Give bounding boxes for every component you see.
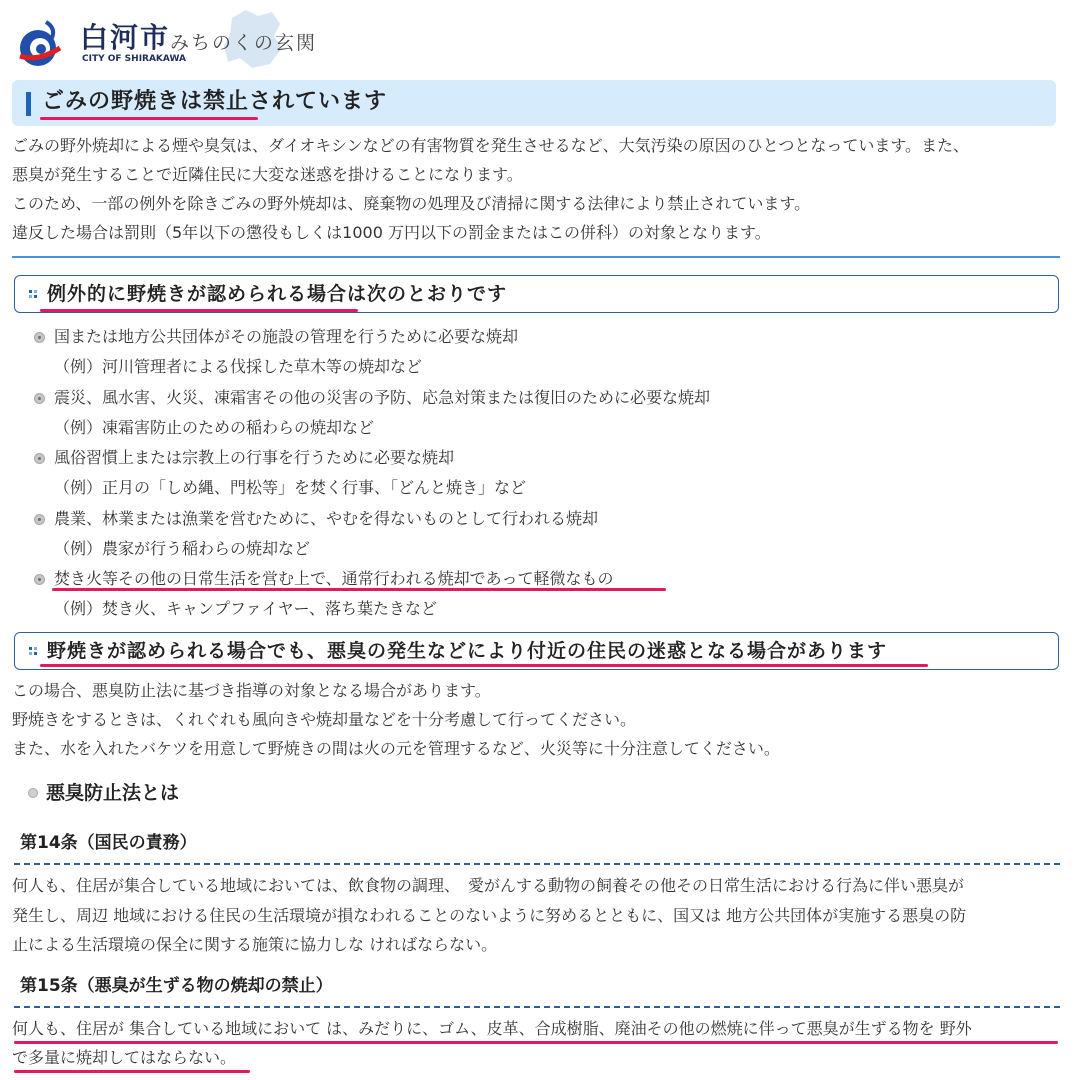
list-item	[34, 564, 1054, 625]
intro-line: 違反した場合は罰則（5年以下の懲役もしくは1000 万円以下の罰金またはこの併科）の対象となります。	[12, 223, 771, 242]
article-line: 何人も、住居が集合している地域においては、飲食物の調理、 愛がんする動物の飼養その他その日常生活における行為に伴い悪臭が	[12, 876, 965, 895]
site-header	[14, 8, 414, 72]
highlight-underline	[40, 117, 258, 120]
list-item-example: （例）農家が行う稲わらの焼却など	[54, 538, 311, 558]
grid-bullet-icon	[29, 290, 37, 298]
nuisance-paragraph	[12, 676, 1068, 763]
page-title: ごみの野焼きは禁止されています	[42, 89, 388, 114]
city-name[interactable]: 白河市	[80, 21, 171, 54]
highlight-underline	[14, 1041, 1058, 1044]
highlight-underline	[40, 664, 928, 667]
dashed-divider	[14, 1006, 1060, 1008]
circle-bullet-icon	[34, 393, 45, 404]
list-item	[34, 383, 1054, 444]
intro-line: このため、一部の例外を除きごみの野外焼却は、廃棄物の処理及び清掃に関する法律により禁止されています。	[12, 194, 811, 213]
list-item-example: （例）凍霜害防止のための稲わらの焼却など	[54, 417, 375, 437]
list-item-text: 焚き火等その他の日常生活を営む上で、通常行われる焼却であって軽微なもの	[54, 569, 614, 588]
law-subheading-text: 悪臭防止法とは	[46, 782, 180, 804]
list-item	[34, 443, 1054, 504]
circle-bullet-icon	[34, 332, 45, 343]
dashed-divider	[14, 863, 1060, 865]
circle-arrow-icon	[28, 788, 38, 798]
nuisance-line: また、水を入れたバケツを用意して野焼きの間は火の元を管理するなど、火災等に十分注意してください。	[12, 739, 780, 758]
intro-line: ごみの野外焼却による煙や臭気は、ダイオキシンなどの有害物質を発生させるなど、大気汚染の原因のひとつとなっています。また、	[12, 136, 970, 155]
highlight-underline	[14, 1070, 250, 1073]
article-line: 何人も、住居が 集合している地域において は、みだりに、ゴム、皮革、合成樹脂、廃油その他の燃焼に伴って悪臭が生ずる物を 野外	[12, 1019, 972, 1038]
section-divider	[12, 256, 1060, 258]
article-15-heading: 第15条（悪臭が生ずる物の焼却の禁止）	[20, 976, 333, 996]
list-item-text: 震災、風水害、火災、凍霜害その他の災害の予防、応急対策または復旧のために必要な焼却	[54, 387, 711, 407]
exceptions-heading: 例外的に野焼きが認められる場合は次のとおりです	[47, 283, 508, 305]
list-item-example: （例）焚き火、キャンプファイヤー、落ち葉たきなど	[54, 599, 438, 618]
exceptions-list	[34, 322, 1054, 625]
list-item-text: 国または地方公共団体がその施設の管理を行うために必要な焼却	[54, 327, 519, 346]
nuisance-line: この場合、悪臭防止法に基づき指導の対象となる場合があります。	[12, 681, 491, 700]
article-14-text	[12, 871, 1068, 960]
city-logo-icon[interactable]	[16, 18, 68, 70]
nuisance-line: 野焼きをするときは、くれぐれも風向きや焼却量などを十分考慮して行ってください。	[12, 710, 637, 729]
list-item-text: 農業、林業または漁業を営むために、やむを得ないものとして行われる焼却	[54, 508, 599, 528]
circle-bullet-icon	[34, 453, 45, 464]
list-item-text: 風俗習慣上または宗教上の行事を行うために必要な焼却	[54, 448, 455, 467]
city-name-english: CITY OF SHIRAKAWA	[82, 54, 186, 64]
tagline: みちのくの玄関	[170, 32, 318, 54]
article-line: で多量に焼却してはならない。	[12, 1048, 237, 1067]
highlight-underline	[40, 309, 358, 312]
heading-accent-bar	[26, 92, 31, 116]
exceptions-heading-box	[14, 275, 1059, 313]
list-item	[34, 322, 1054, 383]
circle-bullet-icon	[34, 574, 45, 585]
intro-paragraph	[12, 131, 1068, 247]
article-line: 止による生活環境の保全に関する施策に協力しな ければならない。	[12, 935, 498, 954]
article-14-heading: 第14条（国民の責務）	[20, 833, 197, 853]
circle-bullet-icon	[34, 514, 45, 525]
grid-bullet-icon	[29, 647, 37, 655]
nuisance-heading: 野焼きが認められる場合でも、悪臭の発生などにより付近の住民の迷惑となる場合があります	[47, 640, 888, 662]
highlight-underline	[52, 588, 666, 591]
intro-line: 悪臭が発生することで近隣住民に大変な迷惑を掛けることになります。	[12, 165, 523, 184]
list-item-example: （例）正月の「しめ縄、門松等」を焚く行事、「どんと焼き」など	[54, 478, 527, 497]
article-line: 発生し、周辺 地域における住民の生活環境が損なわれることのないように努めるとともに、国又は 地方公共団体が実施する悪臭の防	[12, 905, 967, 925]
list-item-example: （例）河川管理者による伐採した草木等の焼却など	[54, 357, 423, 376]
list-item	[34, 504, 1054, 565]
